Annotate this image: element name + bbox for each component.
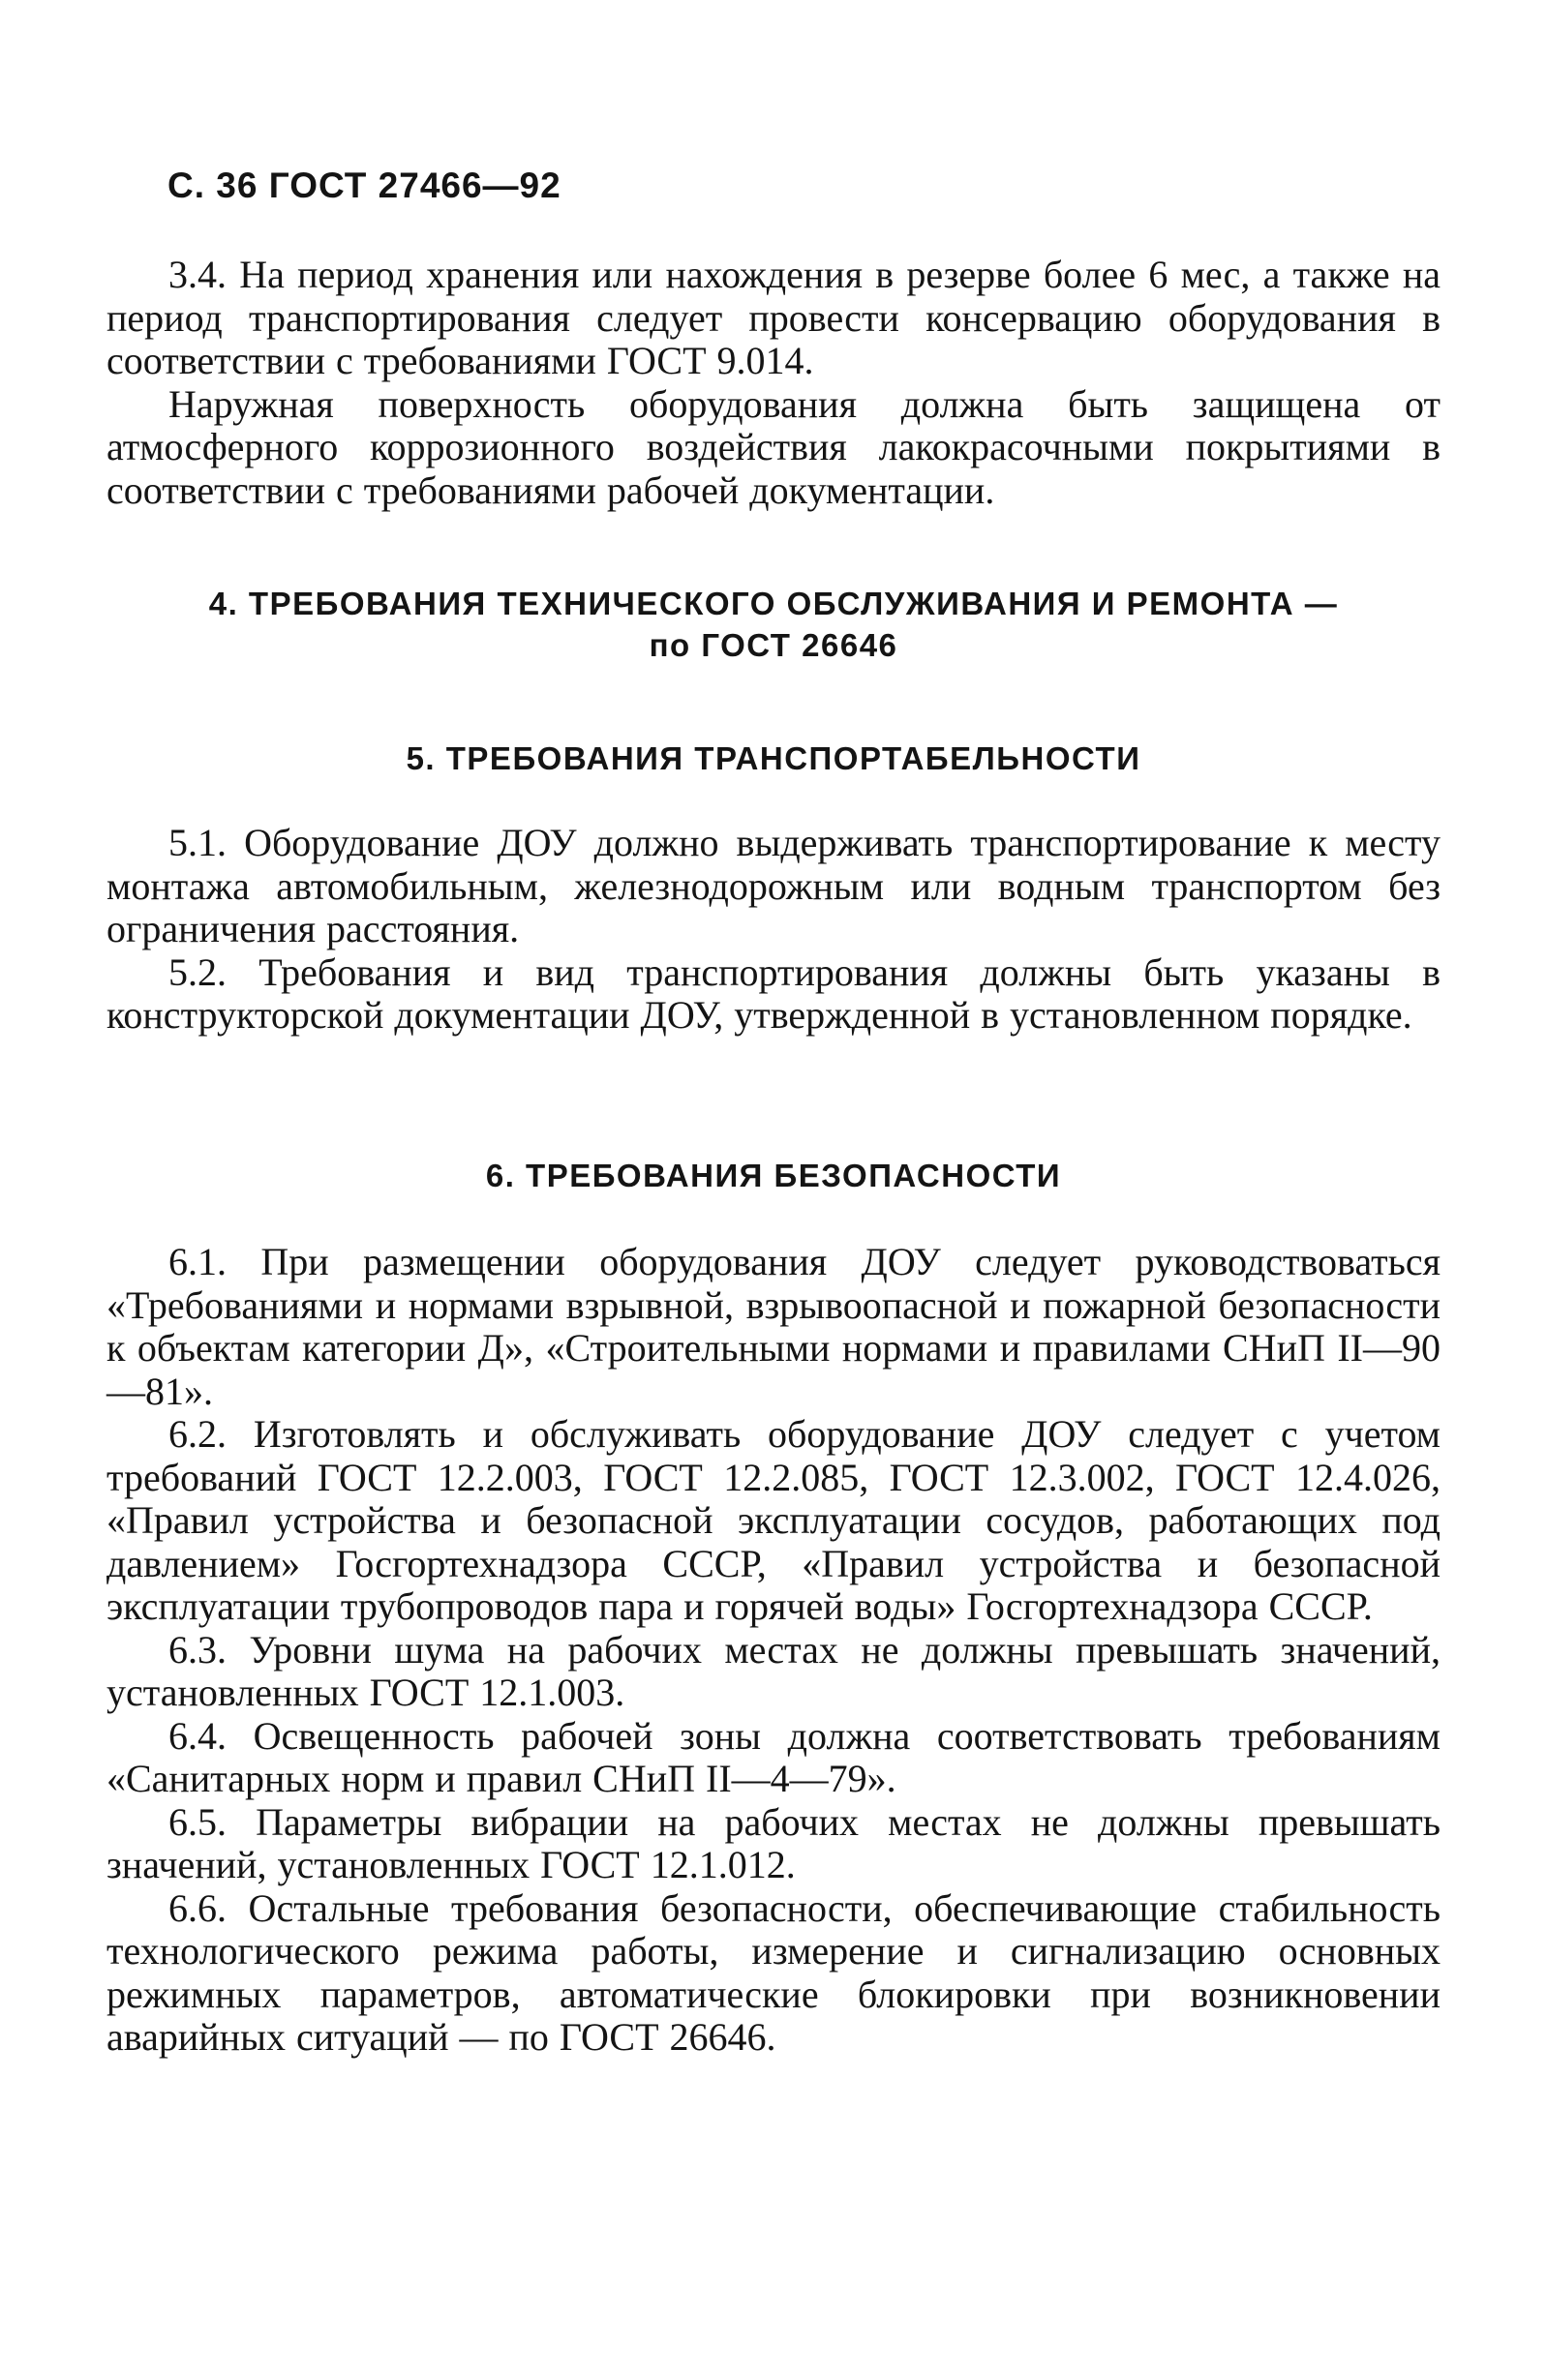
paragraph-3-4-surface: Наружная поверхность оборудования должна быть защищена от атмосферного коррозионного воздействия лакокрасочными покрытиями в соответствии с требованиями рабочей документации.: [106, 381, 1441, 512]
section-6-heading: 6. ТРЕБОВАНИЯ БЕЗОПАСНОСТИ: [485, 1158, 1062, 1193]
paragraph-3-4: 3.4. На период хранения или нахождения в резерве более 6 мес, а также на период транспортирования следует провести консервацию оборудования в соответствии с требованиями ГОСТ 9.014.: [106, 253, 1441, 382]
paragraph-5-1: 5.1. Оборудование ДОУ должно выдерживать транспортирование к месту монтажа автомобильным, железнодорожным или водным транспортом без ограничения расстояния.: [106, 821, 1441, 950]
paragraph-6-5: 6.5. Параметры вибрации на рабочих местах не должны превышать значений, установленных ГОСТ 12.1.012.: [106, 1799, 1441, 1886]
paragraph-6-1: 6.1. При размещении оборудования ДОУ следует руководствоваться «Требованиями и нормами взрывной, взрывоопасной и пожарной безопасности к объектам категории Д», «Строительными нормами и правилами СНиП II—90—81».: [106, 1240, 1441, 1413]
section-6-body: [106, 1241, 1441, 2060]
page-header: С. 36 ГОСТ 27466—92: [167, 166, 561, 205]
section-3-body: [106, 254, 1441, 512]
section-4-heading: [106, 583, 1441, 666]
paragraph-6-3: 6.3. Уровни шума на рабочих местах не должны превышать значений, установленных ГОСТ 12.1.003.: [106, 1627, 1441, 1714]
paragraph-5-2: 5.2. Требования и вид транспортирования должны быть указаны в конструкторской документации ДОУ, утвержденной в установленном порядке.: [106, 949, 1441, 1037]
paragraph-6-2: 6.2. Изготовлять и обслуживать оборудование ДОУ следует с учетом требований ГОСТ 12.2.003, ГОСТ 12.2.085, ГОСТ 12.3.002, ГОСТ 12.4.026, «Правил устройства и безопасной эксплуатации сосудов, работающих под давлением» Госгортехнадзора СССР, «Правил устройства и безопасной эксплуатации трубопроводов пара и горячей воды» Госгортехнадзора СССР.: [106, 1412, 1441, 1628]
section-5-heading: 5. ТРЕБОВАНИЯ ТРАНСПОРТАБЕЛЬНОСТИ: [406, 740, 1141, 776]
paragraph-6-4: 6.4. Освещенность рабочей зоны должна соответствовать требованиям «Санитарных норм и правил СНиП II—4—79».: [106, 1713, 1441, 1800]
section-5-body: [106, 822, 1441, 1038]
section-4-heading-line1: 4. ТРЕБОВАНИЯ ТЕХНИЧЕСКОГО ОБСЛУЖИВАНИЯ И РЕМОНТА —: [208, 586, 1339, 621]
section-4-heading-line2: по ГОСТ 26646: [649, 627, 898, 663]
paragraph-6-6: 6.6. Остальные требования безопасности, обеспечивающие стабильность технологического режима работы, измерение и сигнализацию основных режимных параметров, автоматические блокировки при возникновении аварийных ситуаций — по ГОСТ 26646.: [106, 1885, 1441, 2059]
